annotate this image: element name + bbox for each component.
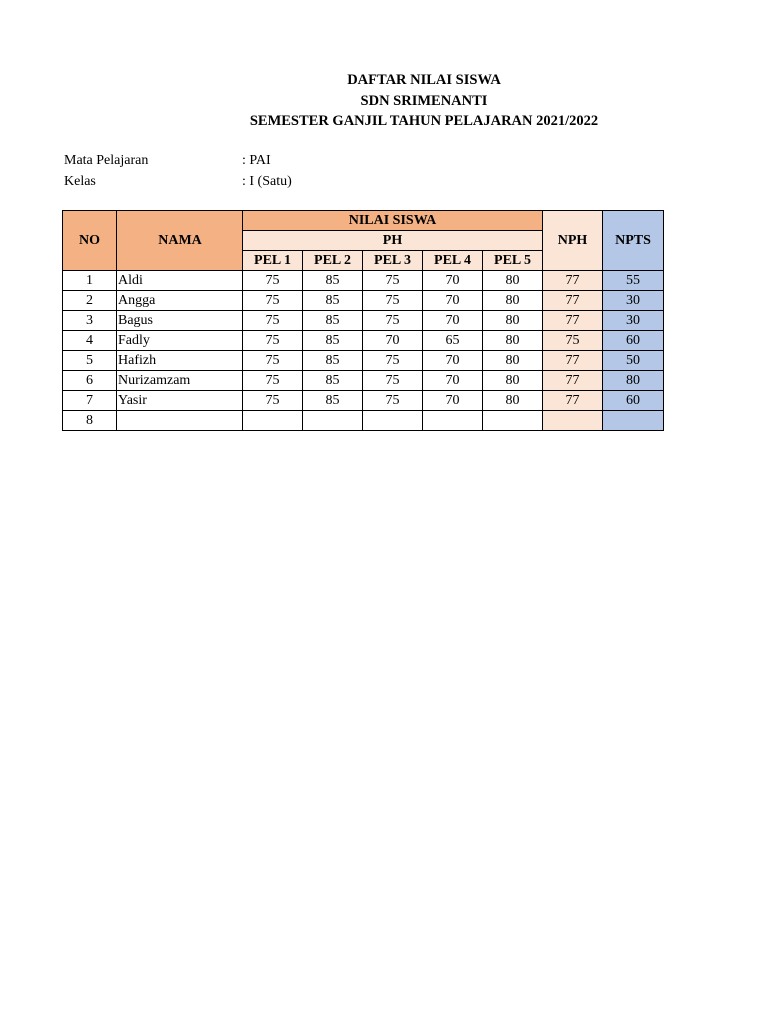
header-pel-3: PEL 3 xyxy=(363,251,423,271)
cell-nama: Angga xyxy=(117,291,243,311)
header-pel-2: PEL 2 xyxy=(303,251,363,271)
cell-no: 3 xyxy=(63,311,117,331)
header-ph: PH xyxy=(243,231,543,251)
cell-nama: Hafizh xyxy=(117,351,243,371)
cell-nph: 77 xyxy=(543,391,603,411)
class-row xyxy=(64,172,292,193)
cell-pel-4: 70 xyxy=(423,391,483,411)
cell-pel-2: 85 xyxy=(303,311,363,331)
cell-no: 2 xyxy=(63,291,117,311)
cell-nph: 77 xyxy=(543,351,603,371)
cell-pel-1: 75 xyxy=(243,371,303,391)
cell-pel-2: 85 xyxy=(303,271,363,291)
title-line-2: SDN SRIMENANTI xyxy=(360,92,488,109)
header-nilai-siswa: NILAI SISWA xyxy=(243,211,543,231)
header-pel-1: PEL 1 xyxy=(243,251,303,271)
table-row xyxy=(63,291,664,311)
cell-pel-5: 80 xyxy=(483,391,543,411)
cell-pel-2: 85 xyxy=(303,351,363,371)
cell-npts: 80 xyxy=(603,371,664,391)
cell-pel-3: 75 xyxy=(363,291,423,311)
cell-pel-5: 80 xyxy=(483,371,543,391)
class-label: Kelas xyxy=(64,173,96,189)
cell-nph: 77 xyxy=(543,291,603,311)
title-line-3: SEMESTER GANJIL TAHUN PELAJARAN 2021/2022 xyxy=(249,113,599,129)
document-title xyxy=(0,70,768,132)
header-pel-4: PEL 4 xyxy=(423,251,483,271)
cell-nph: 77 xyxy=(543,311,603,331)
cell-pel-5: 80 xyxy=(483,291,543,311)
subject-label: Mata Pelajaran xyxy=(64,153,149,168)
cell-pel-3: 70 xyxy=(363,331,423,351)
header-nph: NPH xyxy=(543,211,603,271)
cell-nama: Nurizamzam xyxy=(117,371,243,391)
cell-pel-1: 75 xyxy=(243,391,303,411)
table-row xyxy=(63,271,664,291)
table-row xyxy=(63,371,664,391)
header-nama: NAMA xyxy=(117,211,243,271)
table-row xyxy=(63,411,664,431)
cell-no: 6 xyxy=(63,371,117,391)
cell-pel-1: 75 xyxy=(243,291,303,311)
cell-nama: Fadly xyxy=(117,331,243,351)
cell-nph: 77 xyxy=(543,371,603,391)
grades-table xyxy=(62,210,664,431)
cell-npts: 30 xyxy=(603,291,664,311)
cell-pel-1 xyxy=(243,411,303,431)
cell-no: 1 xyxy=(63,271,117,291)
cell-pel-1: 75 xyxy=(243,271,303,291)
cell-pel-3: 75 xyxy=(363,391,423,411)
cell-npts: 50 xyxy=(603,351,664,371)
cell-pel-3: 75 xyxy=(363,351,423,371)
cell-pel-4: 65 xyxy=(423,331,483,351)
cell-no: 7 xyxy=(63,391,117,411)
cell-no: 8 xyxy=(63,411,117,431)
table-row xyxy=(63,311,664,331)
cell-pel-5: 80 xyxy=(483,311,543,331)
cell-pel-2: 85 xyxy=(303,391,363,411)
cell-pel-3 xyxy=(363,411,423,431)
cell-nama: Bagus xyxy=(117,311,243,331)
cell-pel-5: 80 xyxy=(483,331,543,351)
cell-npts: 30 xyxy=(603,311,664,331)
header-npts: NPTS xyxy=(603,211,664,271)
title-line-1: DAFTAR NILAI SISWA xyxy=(347,72,501,88)
table-row xyxy=(63,351,664,371)
header-no: NO xyxy=(63,211,117,271)
cell-pel-2: 85 xyxy=(303,331,363,351)
cell-pel-2 xyxy=(303,411,363,431)
cell-pel-4: 70 xyxy=(423,371,483,391)
cell-pel-3: 75 xyxy=(363,271,423,291)
subject-row xyxy=(64,151,292,172)
cell-pel-3: 75 xyxy=(363,371,423,391)
table-row xyxy=(63,331,664,351)
cell-nph: 75 xyxy=(543,331,603,351)
cell-nph: 77 xyxy=(543,271,603,291)
cell-pel-4: 70 xyxy=(423,311,483,331)
cell-pel-4: 70 xyxy=(423,351,483,371)
cell-pel-1: 75 xyxy=(243,331,303,351)
cell-pel-2: 85 xyxy=(303,371,363,391)
table-row xyxy=(63,391,664,411)
subject-value: : PAI xyxy=(242,153,271,168)
cell-nama xyxy=(117,411,243,431)
cell-pel-4: 70 xyxy=(423,271,483,291)
class-value: : I (Satu) xyxy=(242,173,292,189)
cell-pel-2: 85 xyxy=(303,291,363,311)
cell-pel-1: 75 xyxy=(243,351,303,371)
cell-npts: 60 xyxy=(603,331,664,351)
cell-nama: Aldi xyxy=(117,271,243,291)
cell-nph xyxy=(543,411,603,431)
cell-pel-5: 80 xyxy=(483,271,543,291)
cell-npts: 55 xyxy=(603,271,664,291)
cell-pel-3: 75 xyxy=(363,311,423,331)
cell-nama: Yasir xyxy=(117,391,243,411)
cell-no: 4 xyxy=(63,331,117,351)
cell-pel-4: 70 xyxy=(423,291,483,311)
cell-pel-5 xyxy=(483,411,543,431)
cell-npts: 60 xyxy=(603,391,664,411)
cell-npts xyxy=(603,411,664,431)
header-pel-5: PEL 5 xyxy=(483,251,543,271)
cell-no: 5 xyxy=(63,351,117,371)
cell-pel-4 xyxy=(423,411,483,431)
cell-pel-5: 80 xyxy=(483,351,543,371)
info-block xyxy=(64,151,292,192)
cell-pel-1: 75 xyxy=(243,311,303,331)
